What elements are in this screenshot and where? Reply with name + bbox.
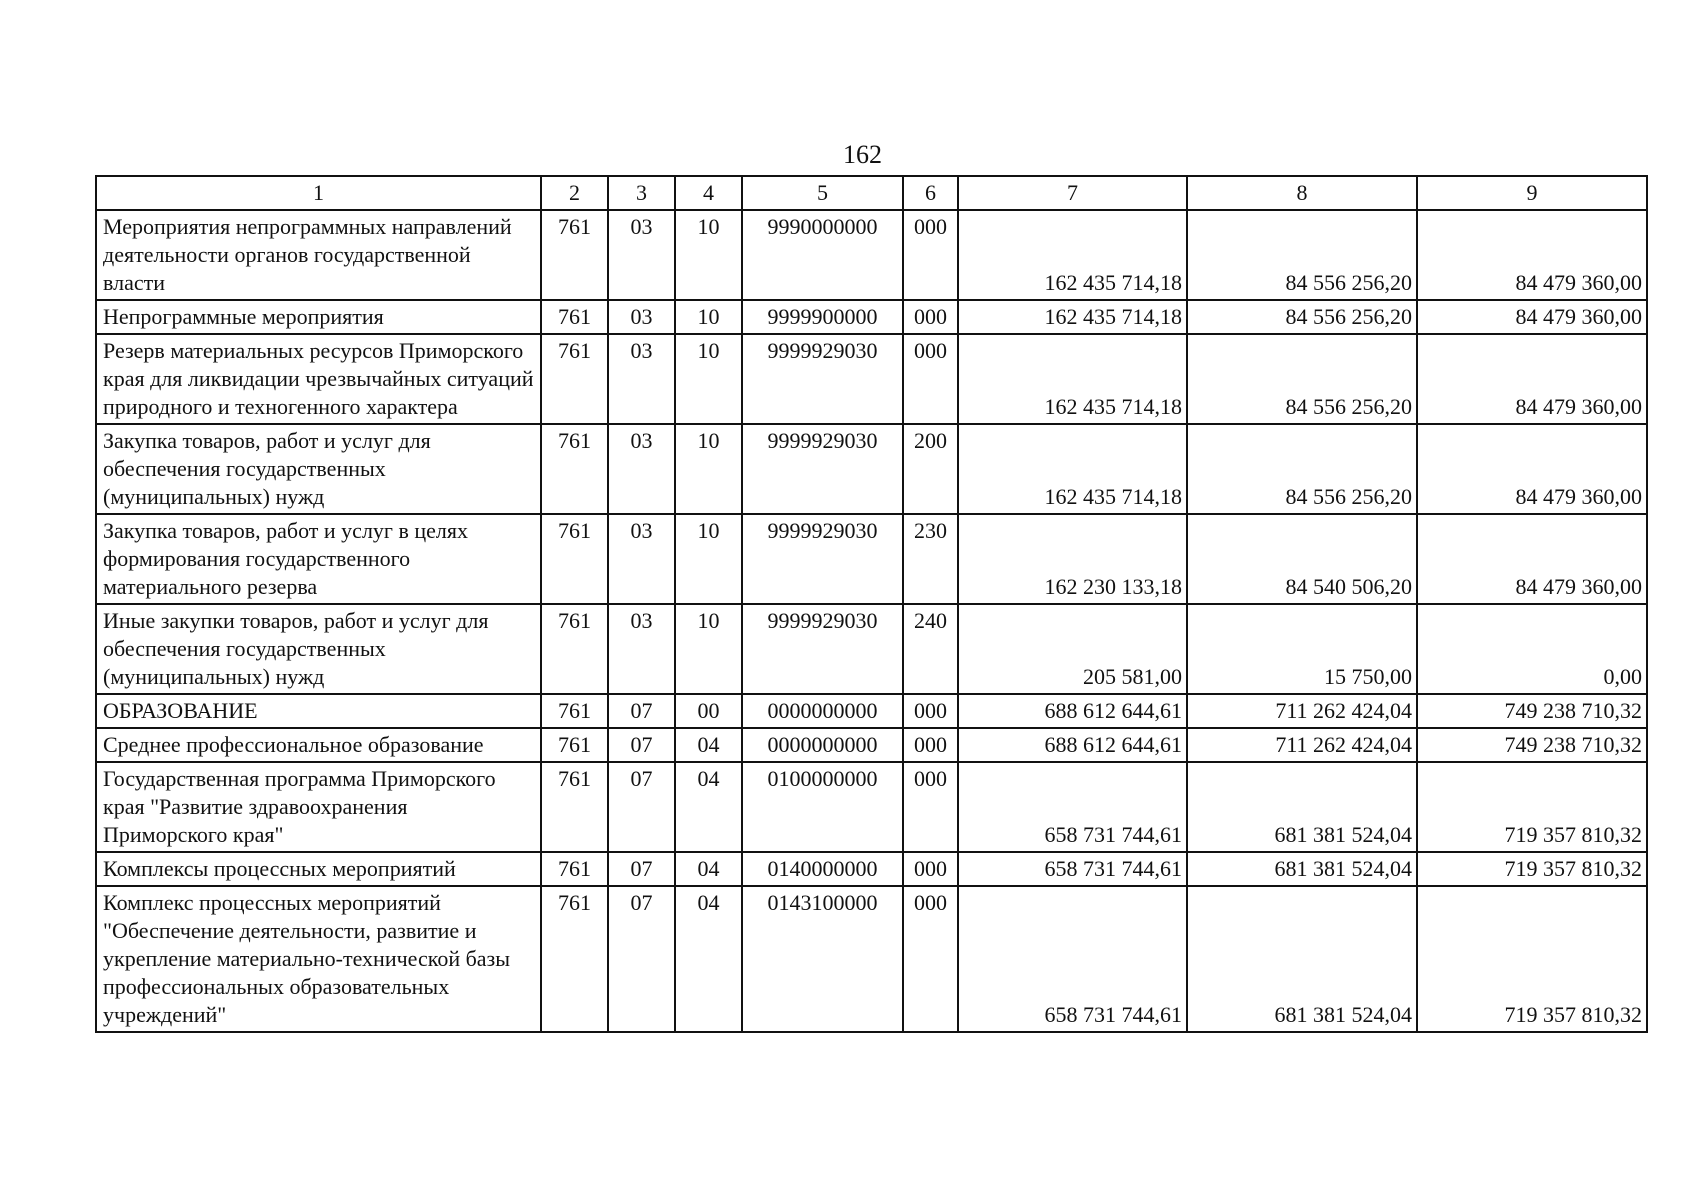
code-cell: 761 — [541, 852, 608, 886]
code-cell: 761 — [541, 210, 608, 300]
column-header: 8 — [1187, 176, 1417, 210]
item-name-cell: Мероприятия непрограммных направлений деятельности органов государственной власти — [96, 210, 541, 300]
code-cell: 761 — [541, 300, 608, 334]
code-cell: 761 — [541, 886, 608, 1032]
code-cell: 000 — [903, 210, 958, 300]
table-row — [96, 852, 1647, 886]
code-cell: 0000000000 — [742, 694, 903, 728]
amount-cell: 84 479 360,00 — [1417, 424, 1647, 514]
code-cell: 9999929030 — [742, 334, 903, 424]
item-name-cell: Закупка товаров, работ и услуг для обеспечения государственных (муниципальных) нужд — [96, 424, 541, 514]
column-header: 5 — [742, 176, 903, 210]
budget-table — [95, 175, 1648, 1033]
amount-cell: 681 381 524,04 — [1187, 852, 1417, 886]
table-row — [96, 514, 1647, 604]
code-cell: 10 — [675, 210, 742, 300]
code-cell: 07 — [608, 852, 675, 886]
item-name-cell: Комплексы процессных мероприятий — [96, 852, 541, 886]
table-row — [96, 728, 1647, 762]
amount-cell: 658 731 744,61 — [958, 762, 1187, 852]
item-name-cell: Среднее профессиональное образование — [96, 728, 541, 762]
amount-cell: 162 435 714,18 — [958, 334, 1187, 424]
code-cell: 03 — [608, 514, 675, 604]
amount-cell: 688 612 644,61 — [958, 694, 1187, 728]
code-cell: 0143100000 — [742, 886, 903, 1032]
item-name-cell: Иные закупки товаров, работ и услуг для обеспечения государственных (муниципальных) нужд — [96, 604, 541, 694]
amount-cell: 749 238 710,32 — [1417, 694, 1647, 728]
table-header-row — [96, 176, 1647, 210]
amount-cell: 84 479 360,00 — [1417, 300, 1647, 334]
code-cell: 04 — [675, 852, 742, 886]
column-header: 1 — [96, 176, 541, 210]
column-header: 2 — [541, 176, 608, 210]
code-cell: 761 — [541, 334, 608, 424]
amount-cell: 84 556 256,20 — [1187, 424, 1417, 514]
code-cell: 761 — [541, 694, 608, 728]
code-cell: 03 — [608, 604, 675, 694]
amount-cell: 719 357 810,32 — [1417, 886, 1647, 1032]
code-cell: 761 — [541, 514, 608, 604]
code-cell: 000 — [903, 300, 958, 334]
amount-cell: 15 750,00 — [1187, 604, 1417, 694]
code-cell: 03 — [608, 424, 675, 514]
amount-cell: 84 540 506,20 — [1187, 514, 1417, 604]
amount-cell: 658 731 744,61 — [958, 852, 1187, 886]
amount-cell: 658 731 744,61 — [958, 886, 1187, 1032]
item-name-cell: ОБРАЗОВАНИЕ — [96, 694, 541, 728]
code-cell: 04 — [675, 762, 742, 852]
amount-cell: 719 357 810,32 — [1417, 762, 1647, 852]
table-row — [96, 762, 1647, 852]
code-cell: 10 — [675, 424, 742, 514]
table-row — [96, 694, 1647, 728]
amount-cell: 84 479 360,00 — [1417, 334, 1647, 424]
column-header: 4 — [675, 176, 742, 210]
item-name-cell: Резерв материальных ресурсов Приморского края для ликвидации чрезвычайных ситуаций природного и техногенного характера — [96, 334, 541, 424]
amount-cell: 162 435 714,18 — [958, 424, 1187, 514]
code-cell: 9999929030 — [742, 604, 903, 694]
table-row — [96, 424, 1647, 514]
code-cell: 240 — [903, 604, 958, 694]
code-cell: 10 — [675, 514, 742, 604]
code-cell: 00 — [675, 694, 742, 728]
item-name-cell: Закупка товаров, работ и услуг в целях формирования государственного материального резерва — [96, 514, 541, 604]
amount-cell: 711 262 424,04 — [1187, 728, 1417, 762]
code-cell: 10 — [675, 300, 742, 334]
item-name-cell: Комплекс процессных мероприятий "Обеспечение деятельности, развитие и укрепление материально-технической базы профессиональных образовательных учреждений" — [96, 886, 541, 1032]
amount-cell: 162 230 133,18 — [958, 514, 1187, 604]
code-cell: 000 — [903, 728, 958, 762]
code-cell: 07 — [608, 728, 675, 762]
code-cell: 230 — [903, 514, 958, 604]
amount-cell: 711 262 424,04 — [1187, 694, 1417, 728]
amount-cell: 162 435 714,18 — [958, 210, 1187, 300]
code-cell: 03 — [608, 334, 675, 424]
code-cell: 9999900000 — [742, 300, 903, 334]
column-header: 6 — [903, 176, 958, 210]
amount-cell: 681 381 524,04 — [1187, 886, 1417, 1032]
code-cell: 10 — [675, 604, 742, 694]
amount-cell: 205 581,00 — [958, 604, 1187, 694]
amount-cell: 84 479 360,00 — [1417, 210, 1647, 300]
code-cell: 000 — [903, 762, 958, 852]
table-row — [96, 604, 1647, 694]
amount-cell: 84 556 256,20 — [1187, 210, 1417, 300]
amount-cell: 719 357 810,32 — [1417, 852, 1647, 886]
code-cell: 10 — [675, 334, 742, 424]
amount-cell: 688 612 644,61 — [958, 728, 1187, 762]
code-cell: 07 — [608, 694, 675, 728]
code-cell: 000 — [903, 852, 958, 886]
amount-cell: 749 238 710,32 — [1417, 728, 1647, 762]
amount-cell: 84 479 360,00 — [1417, 514, 1647, 604]
code-cell: 761 — [541, 604, 608, 694]
code-cell: 03 — [608, 300, 675, 334]
code-cell: 200 — [903, 424, 958, 514]
table-row — [96, 334, 1647, 424]
table-row — [96, 300, 1647, 334]
code-cell: 9999929030 — [742, 514, 903, 604]
column-header: 9 — [1417, 176, 1647, 210]
code-cell: 07 — [608, 762, 675, 852]
item-name-cell: Государственная программа Приморского края "Развитие здравоохранения Приморского края" — [96, 762, 541, 852]
code-cell: 761 — [541, 762, 608, 852]
code-cell: 03 — [608, 210, 675, 300]
code-cell: 04 — [675, 728, 742, 762]
code-cell: 04 — [675, 886, 742, 1032]
code-cell: 9999929030 — [742, 424, 903, 514]
code-cell: 761 — [541, 728, 608, 762]
code-cell: 0000000000 — [742, 728, 903, 762]
table-row — [96, 886, 1647, 1032]
table-row — [96, 210, 1647, 300]
code-cell: 761 — [541, 424, 608, 514]
code-cell: 0100000000 — [742, 762, 903, 852]
amount-cell: 84 556 256,20 — [1187, 334, 1417, 424]
code-cell: 000 — [903, 694, 958, 728]
amount-cell: 162 435 714,18 — [958, 300, 1187, 334]
code-cell: 0140000000 — [742, 852, 903, 886]
page-number: 162 — [843, 140, 882, 169]
amount-cell: 0,00 — [1417, 604, 1647, 694]
item-name-cell: Непрограммные мероприятия — [96, 300, 541, 334]
code-cell: 9990000000 — [742, 210, 903, 300]
amount-cell: 681 381 524,04 — [1187, 762, 1417, 852]
code-cell: 07 — [608, 886, 675, 1032]
code-cell: 000 — [903, 334, 958, 424]
amount-cell: 84 556 256,20 — [1187, 300, 1417, 334]
code-cell: 000 — [903, 886, 958, 1032]
column-header: 3 — [608, 176, 675, 210]
column-header: 7 — [958, 176, 1187, 210]
